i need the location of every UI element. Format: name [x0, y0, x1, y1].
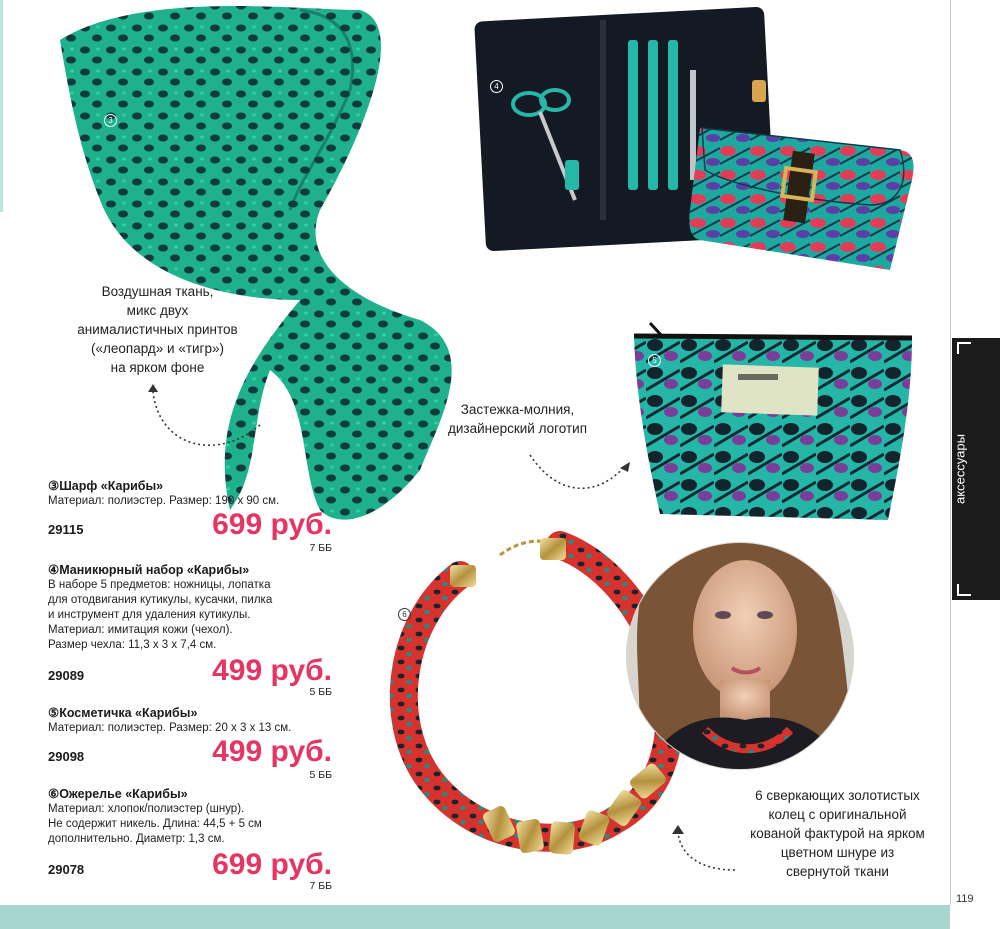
caption-line: колец с оригинальной [768, 807, 907, 822]
section-tab[interactable] [952, 338, 1000, 600]
product-points: 7 ББ [309, 880, 332, 892]
product-desc: Материал: полиэстер. Размер: 20 x 3 x 13 см. [48, 722, 292, 734]
product-desc-line: Материал: хлопок/полиэстер (шнур). [48, 803, 245, 815]
product-points: 5 ББ [309, 769, 332, 781]
necklace-caption-arrow [678, 832, 735, 870]
product-necklace [48, 786, 338, 896]
product-code: 29115 [48, 522, 84, 537]
product-price: 699 руб. [212, 508, 332, 541]
zip-caption-arrow [530, 455, 625, 488]
section-tab-label: аксессуары [952, 434, 968, 504]
product-code: 29089 [48, 668, 85, 683]
bottom-band [0, 905, 950, 929]
product-desc-line: В наборе 5 предметов: ножницы, лопатка [48, 579, 271, 591]
product-title: ⑤Косметичка «Карибы» [48, 706, 198, 720]
product-price: 499 руб. [212, 735, 332, 768]
caption-line: кованой фактурой на ярком [750, 826, 925, 841]
caption-line: Застежка-молния, [460, 402, 575, 417]
caption-line: свернутой ткани [786, 864, 889, 879]
caption-line: Воздушная ткань, [101, 284, 214, 299]
product-desc: Материал: полиэстер. Размер: 190 x 90 см. [48, 495, 280, 507]
product-scarf [48, 478, 338, 558]
product-price: 499 руб. [212, 654, 332, 687]
product-desc-line: Не содержит никель. Длина: 44,5 + 5 см [48, 818, 262, 830]
caption-line: цветном шнуре из [780, 845, 895, 860]
marker-3: 3 [104, 114, 117, 127]
product-cosmetic-bag [48, 705, 338, 785]
right-page-rule [950, 0, 951, 905]
caption-line: дизайнерский логотип [447, 421, 588, 436]
product-manicure-set [48, 562, 338, 702]
scarf-caption [40, 282, 275, 377]
caption-line: на ярком фоне [110, 360, 205, 375]
cosmetic-bag-image [634, 323, 912, 520]
product-points: 7 ББ [309, 542, 332, 554]
product-title: ③Шарф «Карибы» [48, 479, 164, 493]
marker-4: 4 [490, 80, 503, 93]
product-code: 29098 [48, 749, 85, 764]
product-desc-line: Материал: имитация кожи (чехол). [48, 624, 233, 636]
product-title: ④Маникюрный набор «Карибы» [48, 563, 250, 577]
product-desc-line: и инструмент для удаления кутикулы. [48, 609, 251, 621]
necklace-caption [730, 786, 945, 881]
marker-5: 5 [648, 354, 661, 367]
necklace-image [404, 538, 670, 855]
scarf-image [60, 6, 452, 520]
tab-bracket-top [957, 342, 971, 354]
zip-caption [420, 400, 615, 438]
product-desc-line: дополнительно. Диаметр: 1,3 см. [48, 833, 225, 845]
caption-line: микс двух [126, 303, 189, 318]
caption-line: 6 сверкающих золотистых [755, 788, 920, 803]
product-points: 5 ББ [309, 686, 332, 698]
marker-6: 6 [398, 608, 411, 621]
tab-bracket-bottom [957, 584, 971, 596]
manicure-case-image [689, 128, 913, 270]
caption-line: («леопард» и «тигр») [90, 341, 224, 356]
product-desc-line: Размер чехла: 11,3 x 3 x 7,4 см. [48, 639, 217, 651]
product-desc-line: для отодвигания кутикулы, кусачки, пилка [48, 594, 273, 606]
product-price: 699 руб. [212, 848, 332, 881]
caption-line: анималистичных принтов [77, 322, 238, 337]
product-title: ⑥Ожерелье «Карибы» [48, 787, 188, 801]
product-code: 29078 [48, 862, 85, 877]
page-number: 119 [956, 893, 974, 905]
